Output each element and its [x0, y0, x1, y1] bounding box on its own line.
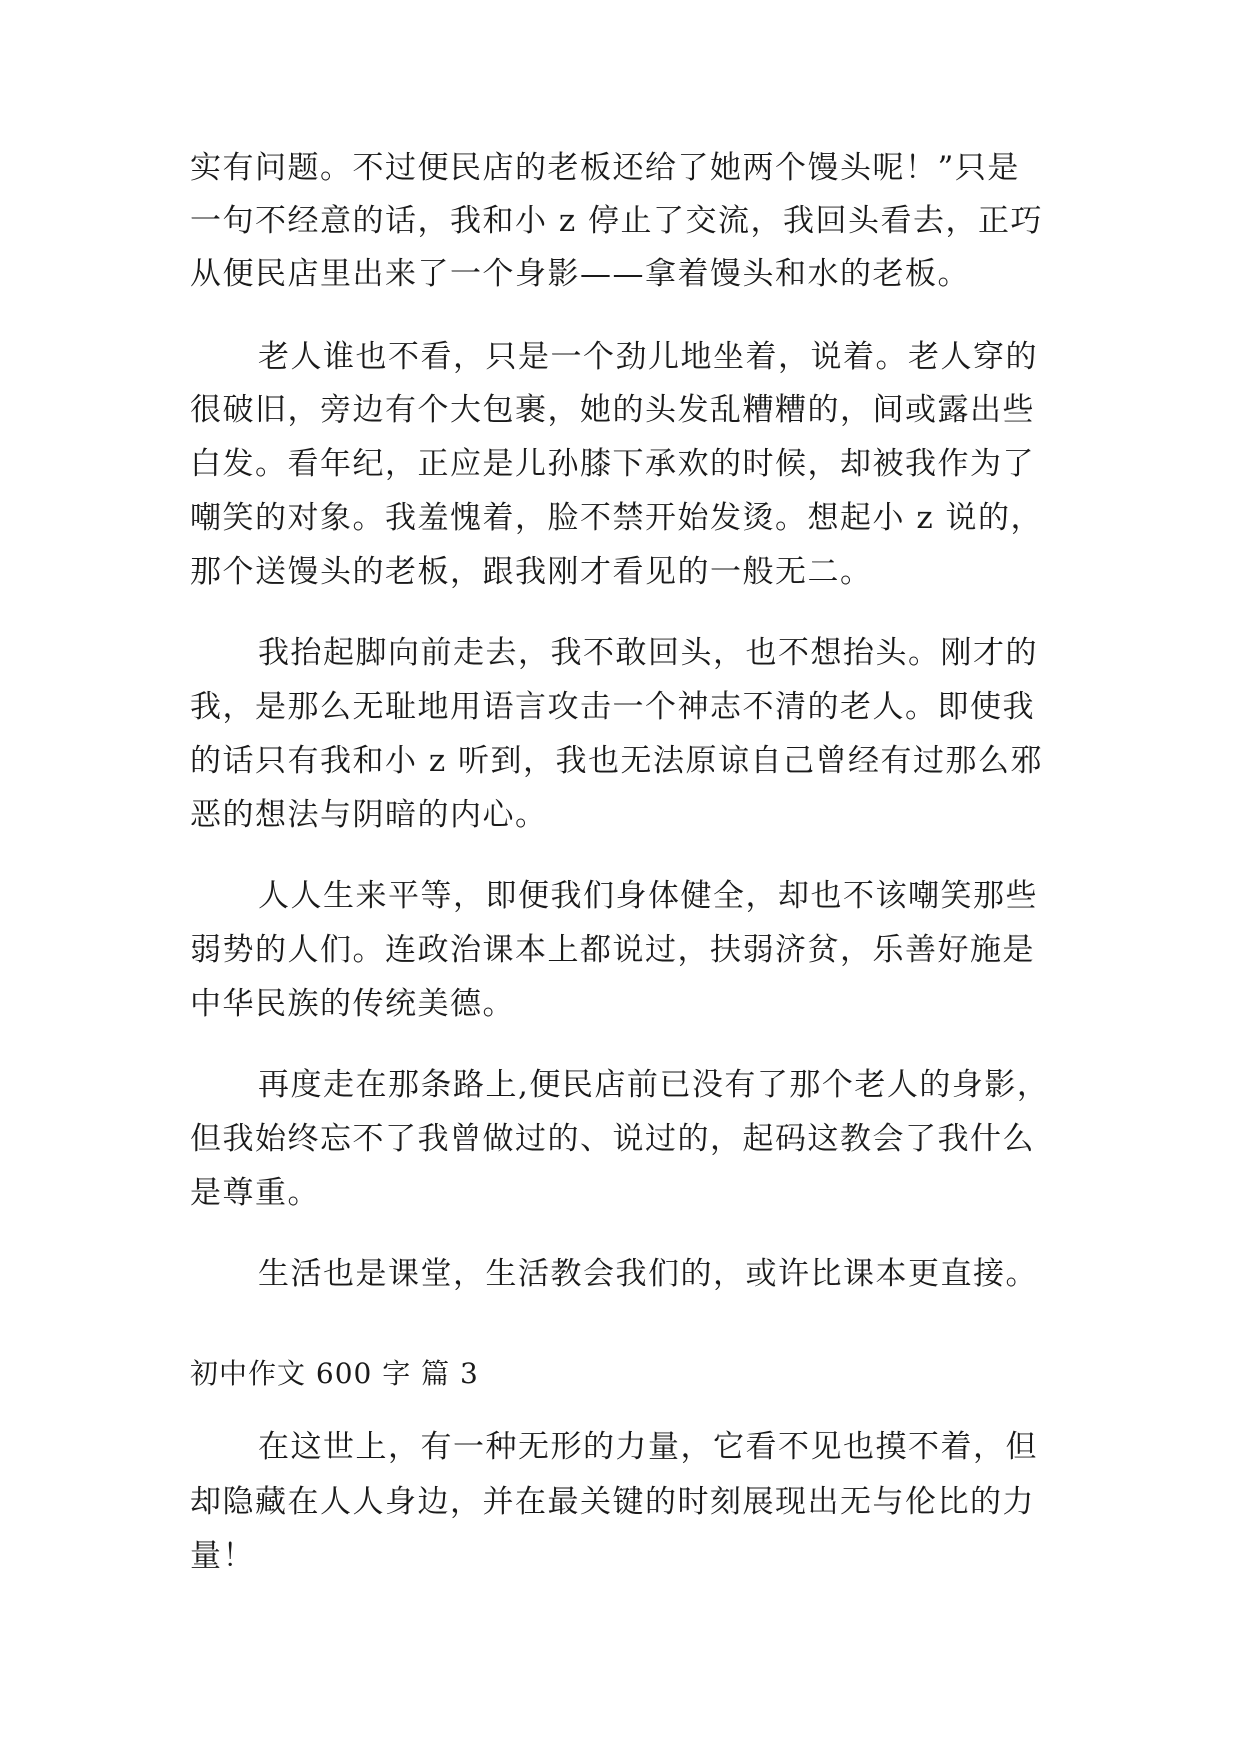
text-line: 嘲笑的对象。我羞愧着，脸不禁开始发烫。想起小 z 说的， [190, 500, 1044, 536]
text-line: 一句不经意的话，我和小 z 停止了交流，我回头看去，正巧 [190, 203, 1044, 239]
paragraph-first-line: 在这世上，有一种无形的力量，它看不见也摸不着，但 [258, 1429, 1038, 1465]
paragraph-first-line: 老人谁也不看，只是一个劲儿地坐着，说着。老人穿的 [258, 339, 1038, 375]
text-line: 我，是那么无耻地用语言攻击一个神志不清的老人。即使我 [190, 689, 1035, 725]
text-line: 白发。看年纪，正应是儿孙膝下承欢的时候，却被我作为了 [190, 446, 1035, 482]
paragraph-first-line: 生活也是课堂，生活教会我们的，或许比课本更直接。 [258, 1256, 1038, 1292]
text-line: 中华民族的传统美德。 [190, 986, 515, 1022]
text-line: 但我始终忘不了我曾做过的、说过的，起码这教会了我什么 [190, 1121, 1035, 1157]
text-line: 却隐藏在人人身边，并在最关键的时刻展现出无与伦比的力 [190, 1484, 1035, 1520]
text-line: 恶的想法与阴暗的内心。 [190, 797, 548, 833]
text-line: 很破旧，旁边有个大包裹，她的头发乱糟糟的，间或露出些 [190, 392, 1035, 428]
text-line: 量！ [190, 1538, 255, 1574]
text-line: 的话只有我和小 z 听到，我也无法原谅自己曾经有过那么邪 [190, 743, 1044, 779]
paragraph-first-line: 我抬起脚向前走去，我不敢回头，也不想抬头。刚才的 [258, 635, 1038, 671]
paragraph-first-line: 再度走在那条路上,便民店前已没有了那个老人的身影， [258, 1067, 1050, 1103]
paragraph-first-line: 人人生来平等，即便我们身体健全，却也不该嘲笑那些 [258, 878, 1038, 914]
text-line: 是尊重。 [190, 1175, 320, 1211]
text-line: 实有问题。不过便民店的老板还给了她两个馒头呢！”只是 [190, 150, 1020, 186]
text-line: 弱势的人们。连政治课本上都说过，扶弱济贫，乐善好施是 [190, 932, 1035, 968]
text-line: 从便民店里出来了一个身影——拿着馒头和水的老板。 [190, 256, 970, 292]
section-heading: 初中作文 600 字 篇 3 [190, 1357, 479, 1390]
text-line: 那个送馒头的老板，跟我刚才看见的一般无二。 [190, 554, 873, 590]
